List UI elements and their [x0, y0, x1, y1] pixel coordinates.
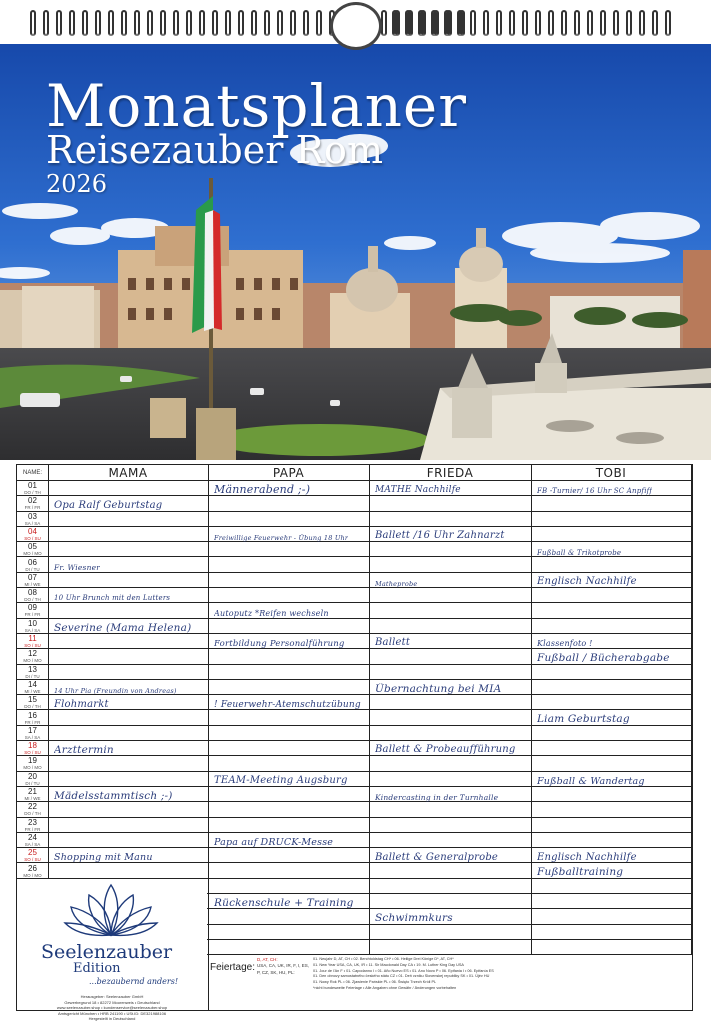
- day-row: [17, 665, 692, 680]
- spiral-coil: [316, 10, 322, 36]
- day-label: [17, 818, 48, 832]
- name-header-label: NAME:: [22, 470, 42, 476]
- column-header-tobi: TOBI: [595, 466, 627, 480]
- day-number: 09: [28, 603, 37, 613]
- day-label: [17, 649, 48, 663]
- spiral-coil: [173, 10, 179, 36]
- planner-entry[interactable]: Papa auf DRUCK-Messe: [214, 836, 334, 848]
- spiral-coil: [509, 10, 515, 36]
- day-row: [207, 925, 691, 940]
- holidays-label: Feiertage:: [210, 962, 256, 973]
- day-row: [207, 879, 691, 894]
- day-label: [17, 603, 48, 617]
- day-number: 03: [28, 511, 37, 521]
- day-row: [17, 802, 692, 817]
- spiral-coil: [405, 10, 411, 36]
- brand-edition: Edition: [73, 961, 121, 976]
- column-divider: [531, 465, 532, 955]
- day-row: [17, 833, 692, 848]
- day-label: [17, 512, 48, 526]
- day-label: [17, 573, 48, 587]
- spiral-coil: [69, 10, 75, 36]
- day-label: [17, 619, 48, 633]
- day-row: [17, 756, 692, 771]
- spiral-coil: [392, 10, 398, 36]
- planner-grid: [16, 464, 693, 1021]
- planner-header-row: [17, 465, 692, 481]
- day-label: [17, 695, 48, 709]
- day-number: 13: [28, 664, 37, 674]
- holiday-line: 01. Neujahr D, AT, CH • 02. Berchtoldstag CH* • 06. Heilige Drei Könige D*, AT, CH*: [313, 957, 454, 961]
- planner-entry[interactable]: Rückenschule + Training: [214, 896, 354, 909]
- spiral-coil: [574, 10, 580, 36]
- day-number: 26: [28, 863, 37, 873]
- day-number: 24: [28, 832, 37, 842]
- planner-entry[interactable]: Ballett & Generalprobe: [375, 851, 499, 863]
- day-of-week: MI / WE: [24, 688, 41, 694]
- planner-entry[interactable]: Fußballtraining: [537, 866, 624, 879]
- spiral-coil: [665, 10, 671, 36]
- day-row: [17, 558, 692, 573]
- calendar-title: Monatsplaner: [46, 72, 467, 140]
- spiral-coil: [30, 10, 36, 36]
- holidays-codes-de: D, AT, CH:: [257, 957, 278, 962]
- planner-entry[interactable]: Severine (Mama Helena): [54, 621, 192, 634]
- day-of-week: SO / SU: [24, 643, 41, 648]
- day-of-week: DI / TU: [25, 673, 40, 679]
- spiral-coil: [535, 10, 541, 36]
- day-label: [17, 665, 48, 679]
- planner-entry[interactable]: Kindercasting in der Turnhalle: [375, 792, 499, 802]
- spiral-coil: [199, 10, 205, 36]
- day-row: [17, 527, 692, 542]
- planner-entry[interactable]: 14 Uhr Pia (Freundin von Andreas): [54, 686, 177, 695]
- planner-entry[interactable]: 10 Uhr Brunch mit den Lutters: [54, 594, 171, 603]
- spiral-coil: [303, 10, 309, 36]
- day-row: [207, 940, 691, 955]
- day-of-week: DO / TH: [24, 811, 41, 817]
- planner-entry[interactable]: Fr. Wiesner: [54, 563, 101, 573]
- day-of-week: DI / TU: [25, 566, 40, 572]
- day-of-week: DO / TH: [24, 704, 41, 710]
- day-of-week: SA / SA: [24, 841, 41, 847]
- day-label: [17, 527, 48, 541]
- day-of-week: DO / TH: [24, 490, 41, 495]
- day-of-week: FR / FR: [24, 719, 41, 725]
- day-label: [17, 481, 48, 495]
- holiday-line: 01. Jour de l'An F • 01. Capodanno I • 01. Año Nuevo ES • 01. Ano Novo P • 06. Epifania I • 06. Epifanía ES: [313, 968, 494, 973]
- day-row: [17, 726, 692, 741]
- planner-entry[interactable]: Shopping mit Manu: [54, 852, 153, 863]
- spiral-coil: [251, 10, 257, 36]
- brand-name: Seelenzauber: [41, 941, 173, 963]
- planner-entry[interactable]: Fußball / Bücherabgabe: [537, 652, 670, 665]
- planner-entry[interactable]: Ballett: [375, 637, 411, 649]
- day-number: 17: [28, 725, 37, 735]
- column-divider: [208, 465, 209, 1010]
- day-number: 22: [28, 802, 37, 812]
- column-divider: [369, 465, 370, 955]
- lotus-logo-icon: [17, 877, 206, 947]
- day-number: 02: [28, 496, 37, 506]
- planner-entry[interactable]: Schwimmkurs: [375, 912, 453, 925]
- day-label: [17, 680, 48, 694]
- publisher-line: www.seelenzauber.shop • kundenservice@seelenzauber.shop: [56, 1005, 168, 1010]
- day-label: [17, 756, 48, 770]
- spiral-coil: [522, 10, 528, 36]
- day-row: [17, 603, 692, 618]
- day-of-week: DI / TU: [25, 780, 40, 786]
- calendar-subtitle: Reisezauber Rom: [46, 128, 383, 172]
- column-header-papa: PAPA: [272, 466, 305, 480]
- spiral-coil: [587, 10, 593, 36]
- spiral-coil: [134, 10, 140, 36]
- spiral-coil: [457, 10, 463, 36]
- planner-entry[interactable]: Freiwillige Feuerwehr - Übung 18 Uhr: [214, 533, 349, 542]
- day-number: 14: [28, 679, 37, 689]
- spiral-coil: [56, 10, 62, 36]
- spiral-coil: [147, 10, 153, 36]
- holiday-line: *nicht bundesweite Feiertage • Alle Angaben ohne Gewähr / Änderungen vorbehalten: [313, 985, 457, 990]
- planner-entry[interactable]: Englisch Nachhilfe: [537, 576, 637, 588]
- planner-entry[interactable]: Fortbildung Personalführung: [214, 638, 345, 649]
- day-of-week: MI / WE: [24, 581, 41, 587]
- spiral-coil: [639, 10, 645, 36]
- planner-entry[interactable]: Ballett & Probeaufführung: [375, 744, 516, 756]
- spiral-coil: [613, 10, 619, 36]
- holiday-line: 01. New Year USA, CA, UK, IR • 11. Sir Macdonald Day CA • 19. M. Luther King Day USA: [313, 962, 464, 967]
- spiral-coil: [212, 10, 218, 36]
- day-number: 11: [28, 634, 37, 643]
- day-of-week: SA / SA: [24, 627, 41, 633]
- day-label: [17, 772, 48, 786]
- column-header-mama: MAMA: [108, 466, 148, 480]
- spiral-coil: [561, 10, 567, 36]
- hanger-hook: [330, 2, 382, 50]
- column-divider: [691, 465, 692, 955]
- day-label: [17, 634, 48, 648]
- day-number: 12: [28, 649, 37, 659]
- spiral-coil: [277, 10, 283, 36]
- day-of-week: SO / SU: [24, 857, 41, 863]
- day-label: [17, 833, 48, 847]
- spiral-coil: [160, 10, 166, 36]
- planner-entry[interactable]: Matheprobe: [375, 579, 418, 588]
- day-label: [17, 741, 48, 755]
- day-label: [17, 864, 48, 878]
- spiral-coil: [225, 10, 231, 36]
- planner-entry[interactable]: ! Feuerwehr-Atemschutzübung: [214, 699, 361, 710]
- spiral-coil: [43, 10, 49, 36]
- day-label: [17, 711, 48, 725]
- spiral-coil: [82, 10, 88, 36]
- planner-entry[interactable]: FB -Turnier/ 16 Uhr SC Anpfiff: [537, 487, 653, 496]
- planner-entry[interactable]: Übernachtung bei MIA: [375, 682, 502, 695]
- day-row: [17, 512, 692, 527]
- planner-entry[interactable]: Arzttermin: [54, 743, 114, 756]
- publisher-line: Amtsgericht München • HRB 241190 • USt.ID: DE321988106: [57, 1010, 167, 1016]
- planner-entry[interactable]: Ballett /16 Uhr Zahnarzt: [375, 530, 505, 542]
- planner-entry[interactable]: Englisch Nachhilfe: [537, 851, 637, 863]
- spiral-coil: [418, 10, 424, 36]
- brand-tagline: ...bezaubernd anders!: [89, 977, 179, 986]
- holiday-line: 01. Den obnovy samostatného českého státu CZ • 01. Deň vzniku Slovenskej republiky SK • 01. Újév HU: [313, 974, 490, 979]
- day-label: [17, 496, 48, 510]
- planner-entry[interactable]: MATHE Nachhilfe: [375, 485, 461, 496]
- day-number: 01: [28, 481, 37, 490]
- planner-entry[interactable]: Fußball & Wandertag: [537, 775, 645, 787]
- day-number: 20: [28, 771, 37, 781]
- day-label: [17, 802, 48, 816]
- spiral-coil: [626, 10, 632, 36]
- holidays-list: [313, 957, 541, 992]
- spiral-coil: [431, 10, 437, 36]
- planner-entry[interactable]: Männerabend ;-): [214, 483, 311, 497]
- day-of-week: MO / MO: [23, 658, 42, 664]
- holidays-codes-other: USA, CA, UK, IR, F, I, ES, P, CZ, SK, HU, PL:: [257, 963, 310, 975]
- day-label: [17, 848, 48, 862]
- spiral-coils-right: [392, 10, 671, 36]
- day-of-week: MI / WE: [24, 796, 41, 801]
- day-of-week: SO / SU: [24, 750, 41, 756]
- day-number: 19: [28, 756, 37, 766]
- spiral-coil: [652, 10, 658, 36]
- spiral-coil: [600, 10, 606, 36]
- day-number: 07: [28, 572, 37, 582]
- day-row: [17, 818, 692, 833]
- day-number: 15: [28, 695, 37, 705]
- planner-entry[interactable]: Autoputz *Reifen wechseln: [214, 608, 329, 618]
- day-of-week: FR / FR: [24, 612, 41, 618]
- publisher-logo-area: [17, 877, 206, 1021]
- spiral-coil: [238, 10, 244, 36]
- spiral-coil: [548, 10, 554, 36]
- spiral-coil: [470, 10, 476, 36]
- spiral-coil: [121, 10, 127, 36]
- day-of-week: SA / SA: [24, 520, 41, 526]
- day-label: [17, 558, 48, 572]
- calendar-year: 2026: [46, 170, 108, 198]
- planner-entry[interactable]: Klassenfoto !: [537, 639, 593, 649]
- day-label: [17, 787, 48, 801]
- day-label: [17, 726, 48, 740]
- day-number: 05: [28, 542, 37, 552]
- day-number: 18: [28, 741, 37, 751]
- day-number: 16: [28, 710, 37, 720]
- column-header-frieda: FRIEDA: [426, 466, 474, 480]
- spiral-coil: [186, 10, 192, 36]
- spiral-coil: [496, 10, 502, 36]
- publisher-line: Gewerbegrund 18 • 82272 Moorenweis • Deutschland: [64, 999, 160, 1005]
- day-of-week: SA / SA: [24, 734, 41, 740]
- column-divider: [48, 465, 49, 879]
- day-of-week: FR / FR: [24, 505, 41, 511]
- day-number: 04: [28, 526, 37, 536]
- planner-entry[interactable]: Flohmarkt: [54, 698, 109, 710]
- rome-photo: [0, 28, 711, 460]
- day-of-week: MO / MO: [23, 765, 42, 771]
- spiral-coil: [290, 10, 296, 36]
- day-number: 06: [28, 557, 37, 567]
- day-of-week: MO / MO: [23, 551, 42, 557]
- spiral-coil: [444, 10, 450, 36]
- planner-entry[interactable]: Fußball & Trikotprobe: [537, 548, 622, 557]
- planner-entry[interactable]: Mädelsstammtisch ;-): [54, 789, 173, 802]
- day-of-week: MO / MO: [23, 872, 42, 878]
- day-row: [17, 741, 692, 756]
- spiral-coil: [264, 10, 270, 36]
- publisher-info: [27, 994, 197, 1022]
- day-number: 21: [28, 787, 37, 796]
- holiday-line: 01. Nowy Rok PL • 06. Zjawienie Pańskie PL • 06. Święto Trzech Króli PL: [313, 980, 437, 985]
- day-number: 08: [28, 588, 37, 598]
- planner-entry[interactable]: TEAM-Meeting Augsburg: [214, 775, 348, 786]
- day-of-week: FR / FR: [24, 826, 41, 832]
- spiral-coil: [108, 10, 114, 36]
- publisher-line: Herausgeber: Seelenzauber GmbH: [80, 994, 144, 999]
- day-of-week: SO / SU: [24, 535, 41, 541]
- day-number: 23: [28, 817, 37, 827]
- day-label: [17, 588, 48, 602]
- day-of-week: DO / TH: [24, 597, 41, 603]
- planner-entry[interactable]: Liam Geburtstag: [537, 713, 630, 726]
- day-number: 10: [28, 618, 37, 628]
- planner-entry[interactable]: Opa Ralf Geburtstag: [54, 499, 163, 511]
- spiral-coil: [95, 10, 101, 36]
- publisher-line: Hergestellt in Deutschland: [88, 1016, 136, 1021]
- day-label: [17, 542, 48, 556]
- day-number: 25: [28, 848, 37, 858]
- spiral-coil: [483, 10, 489, 36]
